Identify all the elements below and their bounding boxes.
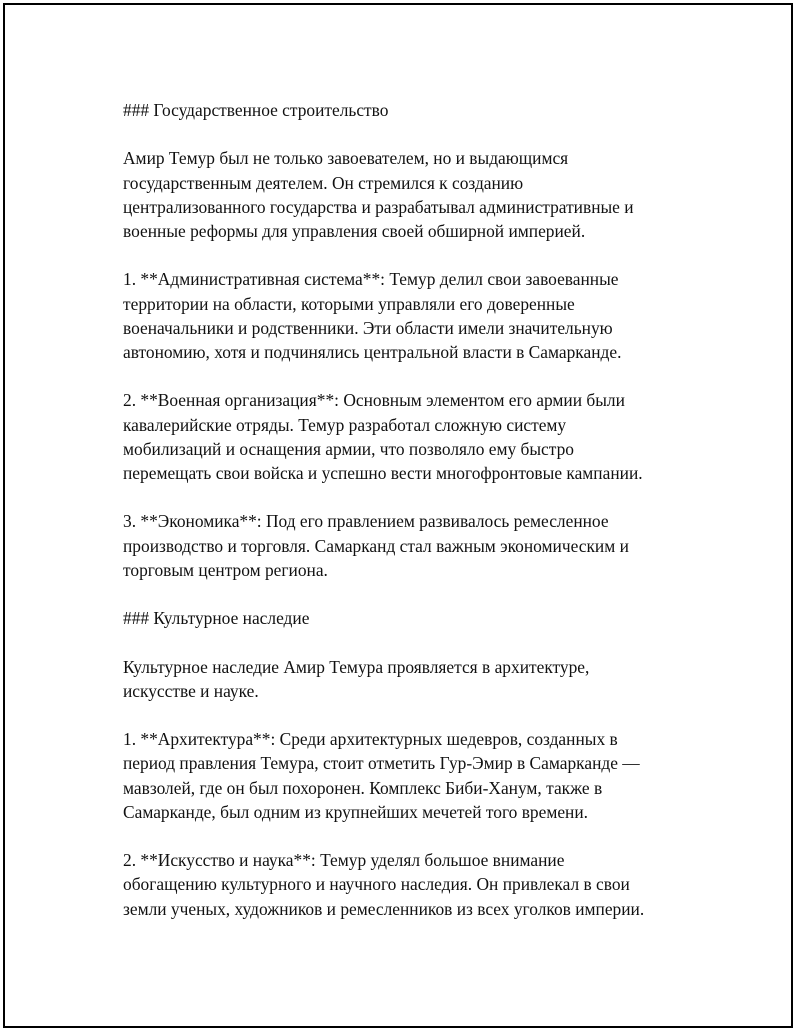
paragraph-military-organization: 2. **Военная организация**: Основным элементом его армии были кавалерийские отряды. Темур разработал сложную систему мобилизаций и оснащения армии, что позволяло ему быстро перемещать свои войска и успешно вести многофронтовые кампании. [123,390,643,483]
paragraph-architecture: 1. **Архитектура**: Среди архитектурных шедевров, созданных в период правления Темура, стоит отметить Гур-Эмир в Самарканде — мавзолей, где он был похоронен. Комплекс Биби-Ханум, также в Самарканде, был одним из крупнейших мечетей того времени. [123,729,640,822]
paragraph-economy: 3. **Экономика**: Под его правлением развивалось ремесленное производство и торговля. Самарканд стал важным экономическим и торговым центром региона. [123,511,629,580]
section-heading-state-building: ### Государственное строительство [123,100,389,120]
paragraph-cultural-intro: Культурное наследие Амир Темура проявляется в архитектуре, искусстве и науке. [123,656,590,701]
paragraph-art-and-science: 2. **Искусство и наука**: Темур уделял большое внимание обогащению культурного и научного наследия. Он привлекал в свои земли ученых, художников и ремесленников из всех уголков империи. [123,850,645,919]
section-heading-cultural-heritage: ### Культурное наследие [123,608,310,629]
paragraph-intro: Амир Темур был не только завоевателем, но и выдающимся государственным деятелем. Он стремился к созданию централизованного государства и разрабатывал административные и военные реформы для управления своей обширной империей. [123,148,634,241]
page-border [3,3,793,1028]
paragraph-administrative-system: 1. **Административная система**: Темур делил свои завоеванные территории на области, которыми управляли его доверенные военачальники и родственники. Эти области имели значительную автономию, хотя и подчинялись центральной власти в Самарканде. [123,269,622,362]
document-body [123,98,703,945]
